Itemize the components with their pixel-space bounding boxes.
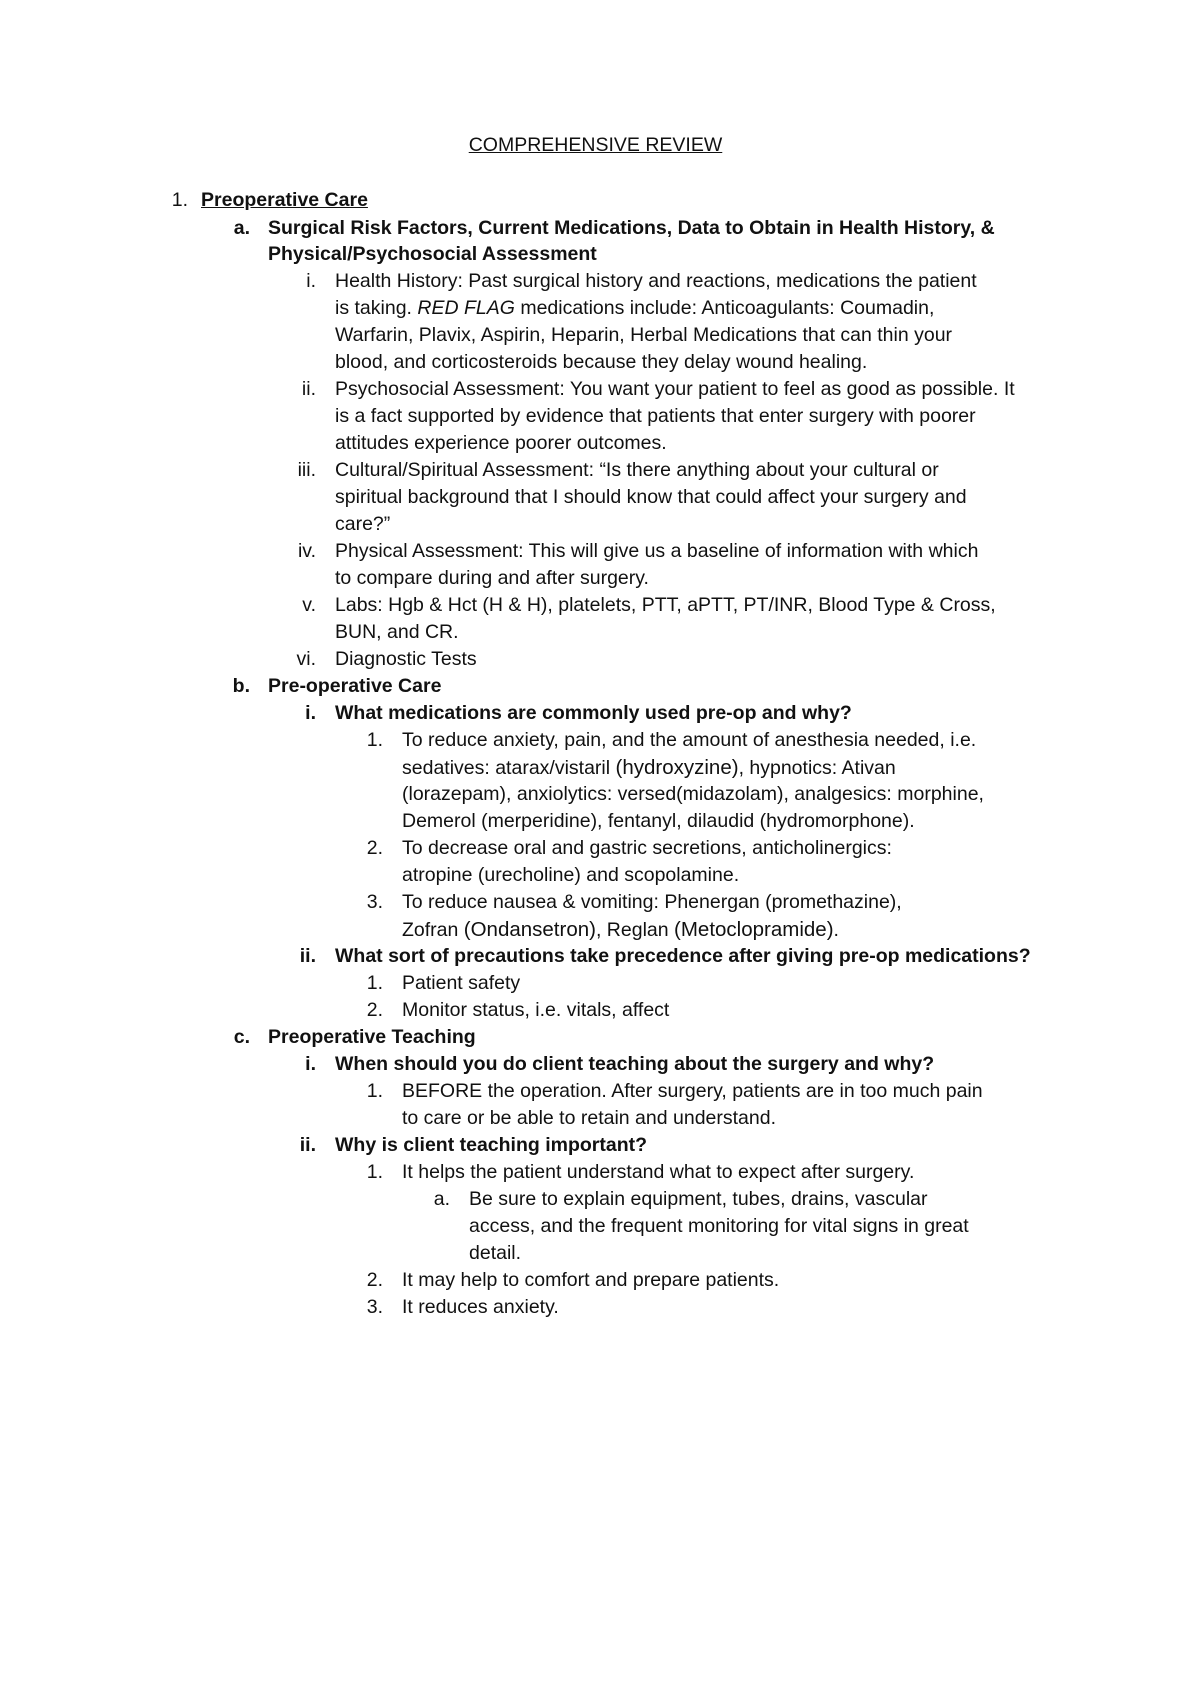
item-marker: iv. xyxy=(297,540,316,562)
sub-answer-marker: a. xyxy=(433,1188,450,1210)
item-text: Labs: Hgb & Hct (H & H), platelets, PTT, aPTT, PT/INR, Blood Type & Cross, xyxy=(335,594,996,616)
item-marker: ii. xyxy=(301,378,316,400)
answer-fragment: . xyxy=(833,919,839,941)
item-text-line: Warfarin, Plavix, Aspirin, Heparin, Herbal Medications that can thin your xyxy=(335,324,953,346)
sub-c-marker: c. xyxy=(233,1026,250,1048)
item-text-line: blood, and corticosteroids because they delay wound healing. xyxy=(335,351,868,373)
item-text-line: spiritual background that I should know that could affect your surgery and xyxy=(335,486,967,508)
sub-b-heading: Pre-operative Care xyxy=(268,675,442,697)
sub-answer-text-line: access, and the frequent monitoring for vital signs in great xyxy=(469,1215,969,1237)
sub-b-marker: b. xyxy=(232,675,250,697)
answer-text: To decrease oral and gastric secretions, anticholinergics: xyxy=(402,837,892,859)
item-text: Diagnostic Tests xyxy=(335,648,477,670)
answer-marker: 1. xyxy=(366,729,383,751)
answer-marker: 3. xyxy=(366,1296,383,1318)
section-1-heading: Preoperative Care xyxy=(201,189,368,211)
answer-fragment: Zofran xyxy=(402,919,464,941)
question-marker: i. xyxy=(305,1053,316,1075)
answer-marker: 2. xyxy=(366,999,383,1021)
sub-a-heading-cont: Physical/Psychosocial Assessment xyxy=(268,243,597,265)
item-text: Physical Assessment: This will give us a baseline of information with which xyxy=(335,540,979,562)
sub-a-marker: a. xyxy=(233,217,250,239)
page-title: COMPREHENSIVE REVIEW xyxy=(468,134,723,156)
red-flag-text: RED FLAG xyxy=(417,297,515,319)
item-text-line: care?” xyxy=(335,513,391,535)
item-text-line: BUN, and CR. xyxy=(335,621,459,643)
answer-text: It reduces anxiety. xyxy=(402,1296,559,1318)
answer-text-line: to care or be able to retain and understand. xyxy=(402,1107,777,1129)
answer-fragment: , hypnotics: Ativan xyxy=(738,757,896,779)
answer-text-line xyxy=(402,915,839,945)
question-marker: ii. xyxy=(299,945,316,967)
sub-c-heading: Preoperative Teaching xyxy=(268,1026,476,1048)
item-text-line: attitudes experience poorer outcomes. xyxy=(335,432,667,454)
section-1-marker: 1. xyxy=(171,189,188,211)
question-text: What sort of precautions take precedence after giving pre-op medications? xyxy=(335,945,1031,967)
question-text: When should you do client teaching about the surgery and why? xyxy=(335,1053,935,1075)
answer-marker: 3. xyxy=(366,891,383,913)
answer-marker: 2. xyxy=(366,1269,383,1291)
item-text-fragment: medications include: Anticoagulants: Coumadin, xyxy=(514,297,935,319)
item-marker: vi. xyxy=(296,648,316,670)
sub-answer-text-line: detail. xyxy=(469,1242,522,1264)
answer-text: BEFORE the operation. After surgery, patients are in too much pain xyxy=(402,1080,983,1102)
item-text-fragment: is taking. xyxy=(335,297,418,319)
answer-fragment: sedatives: atarax/vistaril xyxy=(402,757,616,779)
question-text: Why is client teaching important? xyxy=(335,1134,648,1156)
answer-fragment: (Metoclopramide) xyxy=(674,918,834,941)
answer-text-line: Demerol (merperidine), fentanyl, dilaudid (hydromorphone). xyxy=(402,810,915,832)
answer-text-line: atropine (urecholine) and scopolamine. xyxy=(402,864,740,886)
sub-answer-text: Be sure to explain equipment, tubes, drains, vascular xyxy=(469,1188,928,1210)
answer-fragment: (Ondansetron) xyxy=(463,918,596,941)
item-text: Health History: Past surgical history and reactions, medications the patient xyxy=(335,270,977,292)
item-text-line: is a fact supported by evidence that patients that enter surgery with poorer xyxy=(335,405,976,427)
answer-text: To reduce anxiety, pain, and the amount of anesthesia needed, i.e. xyxy=(402,729,977,751)
item-text: Cultural/Spiritual Assessment: “Is there anything about your cultural or xyxy=(335,459,939,481)
answer-marker: 1. xyxy=(366,1080,383,1102)
item-marker: i. xyxy=(306,270,316,292)
answer-text-line xyxy=(402,753,896,783)
item-text: Psychosocial Assessment: You want your patient to feel as good as possible. It xyxy=(335,378,1015,400)
item-text-line xyxy=(335,294,934,323)
answer-fragment: , Reglan xyxy=(595,919,675,941)
question-marker: ii. xyxy=(299,1134,316,1156)
item-marker: v. xyxy=(302,594,316,616)
answer-text: It helps the patient understand what to expect after surgery. xyxy=(402,1161,915,1183)
item-marker: iii. xyxy=(297,459,316,481)
answer-marker: 1. xyxy=(366,972,383,994)
answer-marker: 1. xyxy=(366,1161,383,1183)
answer-text: To reduce nausea & vomiting: Phenergan (promethazine), xyxy=(402,891,902,913)
answer-text: Patient safety xyxy=(402,972,521,994)
question-marker: i. xyxy=(305,702,316,724)
answer-text: It may help to comfort and prepare patients. xyxy=(402,1269,780,1291)
sub-a-heading: Surgical Risk Factors, Current Medications, Data to Obtain in Health History, & xyxy=(268,217,995,239)
answer-marker: 2. xyxy=(366,837,383,859)
item-text-line: to compare during and after surgery. xyxy=(335,567,649,589)
answer-text: Monitor status, i.e. vitals, affect xyxy=(402,999,670,1021)
question-text: What medications are commonly used pre-op and why? xyxy=(335,702,852,724)
answer-fragment: (hydroxyzine) xyxy=(615,756,739,779)
answer-text-line: (lorazepam), anxiolytics: versed(midazolam), analgesics: morphine, xyxy=(402,783,984,805)
